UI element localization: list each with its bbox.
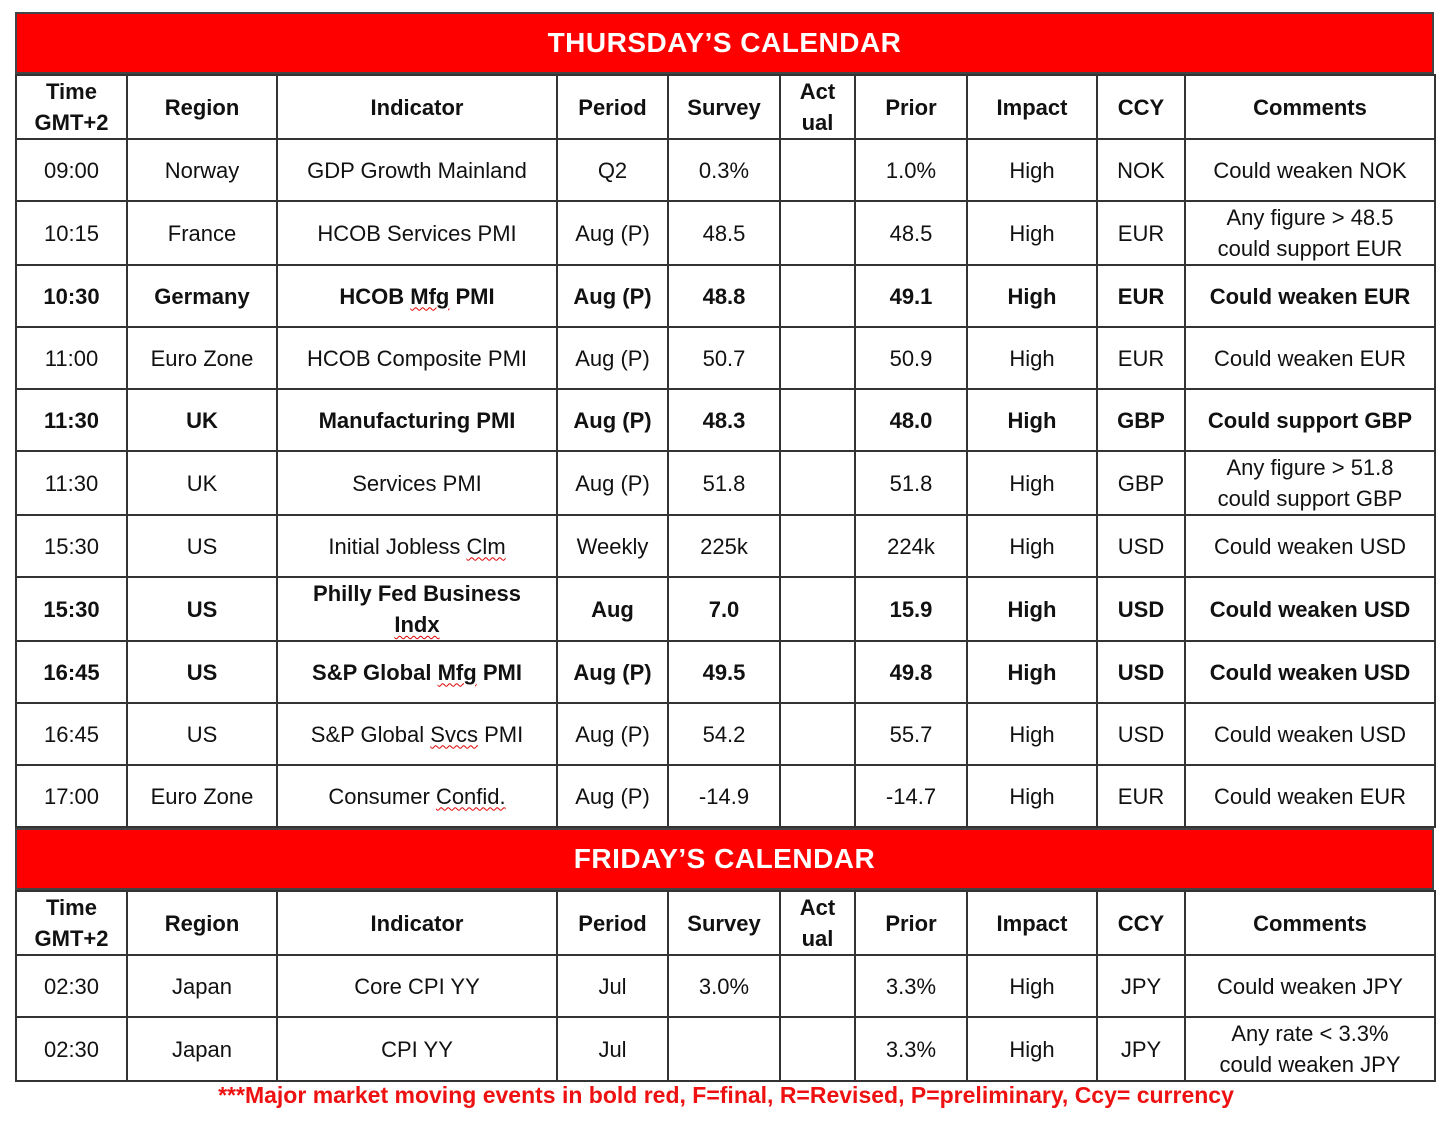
ccy-cell: GBP [1097,451,1185,515]
impact-cell: High [967,765,1097,827]
table-row [16,389,1435,451]
period-cell: Aug (P) [557,765,668,827]
ccy-cell: NOK [1097,139,1185,201]
region-cell: US [127,515,277,577]
prior-cell: 49.1 [855,265,967,327]
indicator-cell: Consumer Confid. [277,765,557,827]
time-cell: 02:30 [16,1017,127,1081]
actual-cell [780,1017,855,1081]
period-cell: Q2 [557,139,668,201]
comments-cell: Could weaken NOK [1185,139,1435,201]
indicator-cell: Manufacturing PMI [277,389,557,451]
impact-cell: High [967,703,1097,765]
region-cell: France [127,201,277,265]
comments-cell: Any figure > 48.5 could support EUR [1185,201,1435,265]
region-cell: Japan [127,1017,277,1081]
column-header-prior: Prior [855,891,967,955]
ccy-cell: EUR [1097,327,1185,389]
time-cell: 11:30 [16,389,127,451]
indicator-cell: HCOB Mfg PMI [277,265,557,327]
actual-cell [780,641,855,703]
ccy-cell: USD [1097,703,1185,765]
prior-cell: 48.5 [855,201,967,265]
prior-cell: 3.3% [855,955,967,1017]
region-cell: US [127,577,277,641]
actual-cell [780,765,855,827]
time-cell: 16:45 [16,703,127,765]
indicator-cell: Core CPI YY [277,955,557,1017]
indicator-cell: Initial Jobless Clm [277,515,557,577]
indicator-cell: S&P Global Svcs PMI [277,703,557,765]
impact-cell: High [967,641,1097,703]
prior-cell: 224k [855,515,967,577]
region-cell: Germany [127,265,277,327]
time-cell: 10:15 [16,201,127,265]
table-row [16,265,1435,327]
column-header-comments: Comments [1185,75,1435,139]
table-row [16,139,1435,201]
column-header-prior: Prior [855,75,967,139]
column-header-time: Time GMT+2 [16,891,127,955]
survey-cell: 49.5 [668,641,780,703]
column-header-impact: Impact [967,891,1097,955]
impact-cell: High [967,955,1097,1017]
column-header-indicator: Indicator [277,891,557,955]
ccy-cell: EUR [1097,201,1185,265]
ccy-cell: GBP [1097,389,1185,451]
indicator-cell: HCOB Composite PMI [277,327,557,389]
period-cell: Aug (P) [557,389,668,451]
region-cell: Norway [127,139,277,201]
actual-cell [780,327,855,389]
indicator-cell: Services PMI [277,451,557,515]
table-row [16,955,1435,1017]
table-row [16,451,1435,515]
time-cell: 09:00 [16,139,127,201]
column-header-actual: Act ual [780,891,855,955]
actual-cell [780,703,855,765]
actual-cell [780,515,855,577]
column-header-ccy: CCY [1097,891,1185,955]
period-cell: Aug [557,577,668,641]
comments-cell: Could weaken USD [1185,641,1435,703]
comments-cell: Could weaken USD [1185,703,1435,765]
region-cell: UK [127,451,277,515]
period-cell: Aug (P) [557,641,668,703]
impact-cell: High [967,389,1097,451]
survey-cell [668,1017,780,1081]
time-cell: 15:30 [16,515,127,577]
impact-cell: High [967,201,1097,265]
table-row [16,577,1435,641]
region-cell: UK [127,389,277,451]
thursday-calendar-table [15,74,1436,828]
period-cell: Jul [557,1017,668,1081]
region-cell: Euro Zone [127,765,277,827]
impact-cell: High [967,577,1097,641]
prior-cell: 48.0 [855,389,967,451]
survey-cell: 0.3% [668,139,780,201]
ccy-cell: USD [1097,577,1185,641]
time-cell: 11:00 [16,327,127,389]
comments-cell: Any figure > 51.8 could support GBP [1185,451,1435,515]
table-row [16,201,1435,265]
prior-cell: 50.9 [855,327,967,389]
column-header-ccy: CCY [1097,75,1185,139]
survey-cell: 51.8 [668,451,780,515]
comments-cell: Could weaken EUR [1185,327,1435,389]
column-header-period: Period [557,75,668,139]
time-cell: 10:30 [16,265,127,327]
region-cell: US [127,703,277,765]
impact-cell: High [967,1017,1097,1081]
prior-cell: 3.3% [855,1017,967,1081]
column-header-impact: Impact [967,75,1097,139]
period-cell: Aug (P) [557,327,668,389]
thursday-calendar-title: THURSDAY’S CALENDAR [15,12,1434,74]
actual-cell [780,577,855,641]
prior-cell: -14.7 [855,765,967,827]
impact-cell: High [967,139,1097,201]
column-header-survey: Survey [668,75,780,139]
column-header-period: Period [557,891,668,955]
period-cell: Aug (P) [557,703,668,765]
time-cell: 11:30 [16,451,127,515]
survey-cell: 7.0 [668,577,780,641]
actual-cell [780,451,855,515]
ccy-cell: USD [1097,515,1185,577]
region-cell: Euro Zone [127,327,277,389]
ccy-cell: EUR [1097,265,1185,327]
comments-cell: Could weaken EUR [1185,765,1435,827]
table-row [16,703,1435,765]
indicator-cell: Philly Fed Business Indx [277,577,557,641]
indicator-cell: HCOB Services PMI [277,201,557,265]
period-cell: Aug (P) [557,265,668,327]
column-header-comments: Comments [1185,891,1435,955]
survey-cell: 48.5 [668,201,780,265]
comments-cell: Any rate < 3.3% could weaken JPY [1185,1017,1435,1081]
indicator-cell: S&P Global Mfg PMI [277,641,557,703]
indicator-cell: CPI YY [277,1017,557,1081]
survey-cell: 48.3 [668,389,780,451]
column-header-indicator: Indicator [277,75,557,139]
ccy-cell: EUR [1097,765,1185,827]
comments-cell: Could weaken USD [1185,515,1435,577]
table-row [16,765,1435,827]
column-header-region: Region [127,891,277,955]
impact-cell: High [967,327,1097,389]
table-row [16,641,1435,703]
table-row [16,515,1435,577]
table-row [16,1017,1435,1081]
prior-cell: 51.8 [855,451,967,515]
impact-cell: High [967,515,1097,577]
footnote: ***Major market moving events in bold red, F=final, R=Revised, P=preliminary, Ccy= currency [218,1082,1234,1108]
prior-cell: 1.0% [855,139,967,201]
survey-cell: 225k [668,515,780,577]
period-cell: Aug (P) [557,451,668,515]
prior-cell: 49.8 [855,641,967,703]
thursday-header-row [16,75,1435,139]
survey-cell: 54.2 [668,703,780,765]
time-cell: 15:30 [16,577,127,641]
table-row [16,327,1435,389]
time-cell: 17:00 [16,765,127,827]
comments-cell: Could weaken USD [1185,577,1435,641]
column-header-survey: Survey [668,891,780,955]
impact-cell: High [967,265,1097,327]
period-cell: Weekly [557,515,668,577]
actual-cell [780,955,855,1017]
calendar-document [15,12,1434,1082]
prior-cell: 55.7 [855,703,967,765]
period-cell: Aug (P) [557,201,668,265]
actual-cell [780,265,855,327]
comments-cell: Could weaken JPY [1185,955,1435,1017]
ccy-cell: JPY [1097,1017,1185,1081]
prior-cell: 15.9 [855,577,967,641]
column-header-time: Time GMT+2 [16,75,127,139]
ccy-cell: JPY [1097,955,1185,1017]
actual-cell [780,201,855,265]
actual-cell [780,139,855,201]
time-cell: 16:45 [16,641,127,703]
survey-cell: 50.7 [668,327,780,389]
comments-cell: Could weaken EUR [1185,265,1435,327]
period-cell: Jul [557,955,668,1017]
friday-header-row [16,891,1435,955]
column-header-actual: Act ual [780,75,855,139]
survey-cell: 3.0% [668,955,780,1017]
ccy-cell: USD [1097,641,1185,703]
region-cell: Japan [127,955,277,1017]
impact-cell: High [967,451,1097,515]
comments-cell: Could support GBP [1185,389,1435,451]
survey-cell: -14.9 [668,765,780,827]
friday-calendar-table [15,890,1436,1082]
region-cell: US [127,641,277,703]
time-cell: 02:30 [16,955,127,1017]
friday-calendar-title: FRIDAY’S CALENDAR [15,828,1434,890]
indicator-cell: GDP Growth Mainland [277,139,557,201]
actual-cell [780,389,855,451]
survey-cell: 48.8 [668,265,780,327]
column-header-region: Region [127,75,277,139]
